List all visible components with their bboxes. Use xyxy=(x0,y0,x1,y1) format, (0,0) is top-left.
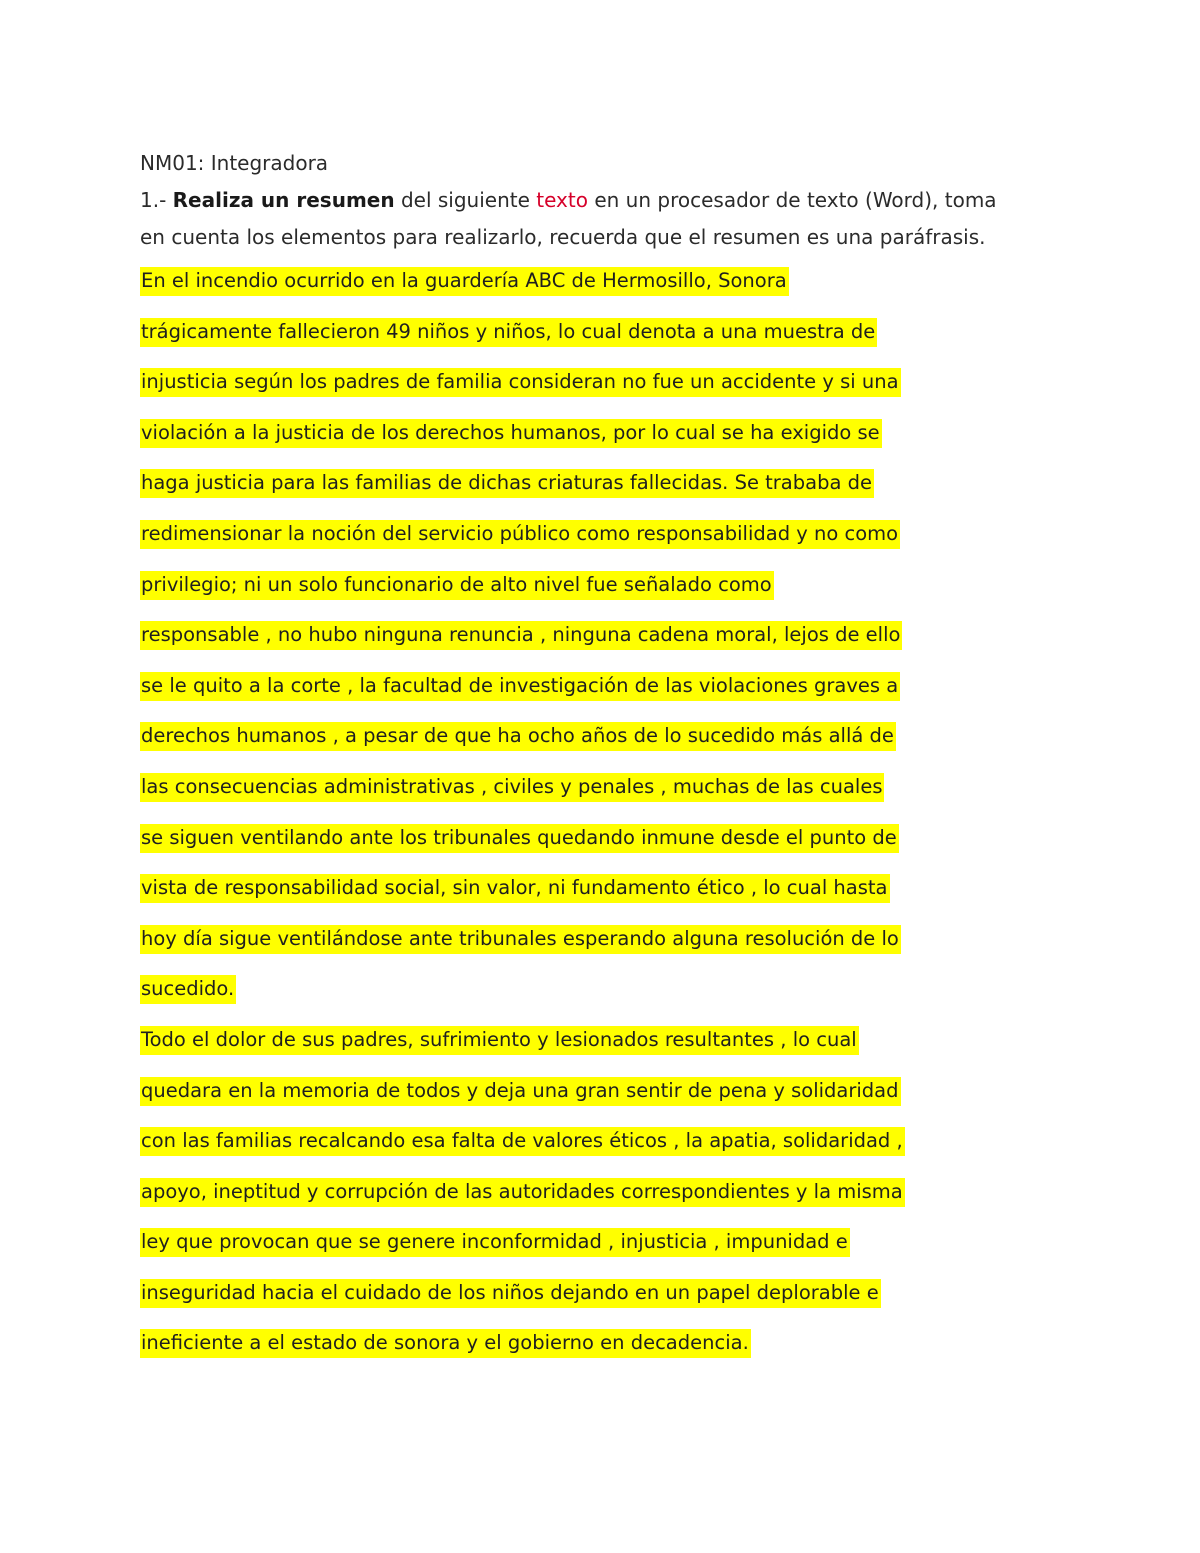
highlighted-text: apoyo, ineptitud y corrupción de las autoridades correspondientes y la misma xyxy=(140,1178,905,1207)
highlighted-text: En el incendio ocurrido en la guardería ABC de Hermosillo, Sonora xyxy=(140,267,789,296)
instruction-paragraph xyxy=(140,182,1060,256)
instruction-line-2: en cuenta los elementos para realizarlo, recuerda que el resumen es una paráfrasis. xyxy=(140,225,986,249)
highlighted-line xyxy=(140,821,1060,872)
highlighted-text: inseguridad hacia el cuidado de los niños dejando en un papel deplorable e xyxy=(140,1279,881,1308)
instruction-number: 1.- xyxy=(140,188,173,212)
highlighted-body xyxy=(140,264,1060,1377)
instruction-end-text: en un procesador de texto (Word), toma xyxy=(587,188,997,212)
highlighted-line xyxy=(140,264,1060,315)
highlighted-line xyxy=(140,719,1060,770)
highlighted-line xyxy=(140,1326,1060,1377)
highlighted-text: quedara en la memoria de todos y deja una gran sentir de pena y solidaridad xyxy=(140,1077,901,1106)
highlighted-line xyxy=(140,1124,1060,1175)
instruction-bold-text: Realiza un resumen xyxy=(172,188,395,212)
highlighted-text: vista de responsabilidad social, sin valor, ni fundamento ético , lo cual hasta xyxy=(140,874,890,903)
highlighted-text: injusticia según los padres de familia consideran no fue un accidente y si una xyxy=(140,368,901,397)
highlighted-text: hoy día sigue ventilándose ante tribunales esperando alguna resolución de lo xyxy=(140,925,901,954)
highlighted-text: las consecuencias administrativas , civiles y penales , muchas de las cuales xyxy=(140,773,884,802)
highlighted-text: se le quito a la corte , la facultad de investigación de las violaciones graves a xyxy=(140,672,900,701)
highlighted-text: Todo el dolor de sus padres, sufrimiento y lesionados resultantes , lo cual xyxy=(140,1026,859,1055)
instruction-red-word: texto xyxy=(536,188,588,212)
highlighted-line xyxy=(140,466,1060,517)
instruction-mid-text: del siguiente xyxy=(394,188,537,212)
highlighted-text: ley que provocan que se genere inconformidad , injusticia , impunidad e xyxy=(140,1228,850,1257)
highlighted-text: con las familias recalcando esa falta de valores éticos , la apatia, solidaridad , xyxy=(140,1127,905,1156)
highlighted-line xyxy=(140,1023,1060,1074)
highlighted-line xyxy=(140,871,1060,922)
highlighted-line xyxy=(140,922,1060,973)
highlighted-line xyxy=(140,568,1060,619)
highlighted-line xyxy=(140,618,1060,669)
highlighted-line xyxy=(140,770,1060,821)
highlighted-line xyxy=(140,1074,1060,1125)
paragraph-1 xyxy=(140,264,1060,1023)
highlighted-line xyxy=(140,416,1060,467)
highlighted-line xyxy=(140,1175,1060,1226)
highlighted-text: redimensionar la noción del servicio público como responsabilidad y no como xyxy=(140,520,900,549)
highlighted-text: se siguen ventilando ante los tribunales quedando inmune desde el punto de xyxy=(140,824,899,853)
highlighted-text: ineficiente a el estado de sonora y el gobierno en decadencia. xyxy=(140,1329,751,1358)
highlighted-text: violación a la justicia de los derechos humanos, por lo cual se ha exigido se xyxy=(140,419,882,448)
highlighted-line xyxy=(140,972,1060,1023)
highlighted-text: trágicamente fallecieron 49 niños y niños, lo cual denota a una muestra de xyxy=(140,318,877,347)
highlighted-line xyxy=(140,1225,1060,1276)
highlighted-line xyxy=(140,365,1060,416)
highlighted-text: sucedido. xyxy=(140,975,236,1004)
highlighted-text: derechos humanos , a pesar de que ha ocho años de lo sucedido más allá de xyxy=(140,722,896,751)
document-title: NM01: Integradora xyxy=(140,151,329,175)
highlighted-text: privilegio; ni un solo funcionario de alto nivel fue señalado como xyxy=(140,571,774,600)
highlighted-line xyxy=(140,315,1060,366)
highlighted-text: haga justicia para las familias de dichas criaturas fallecidas. Se trababa de xyxy=(140,469,874,498)
highlighted-line xyxy=(140,517,1060,568)
highlighted-text: responsable , no hubo ninguna renuncia , ninguna cadena moral, lejos de ello xyxy=(140,621,902,650)
paragraph-2 xyxy=(140,1023,1060,1377)
highlighted-line xyxy=(140,1276,1060,1327)
instruction-line-1 xyxy=(140,182,1060,219)
document-page xyxy=(140,148,1060,1377)
highlighted-line xyxy=(140,669,1060,720)
